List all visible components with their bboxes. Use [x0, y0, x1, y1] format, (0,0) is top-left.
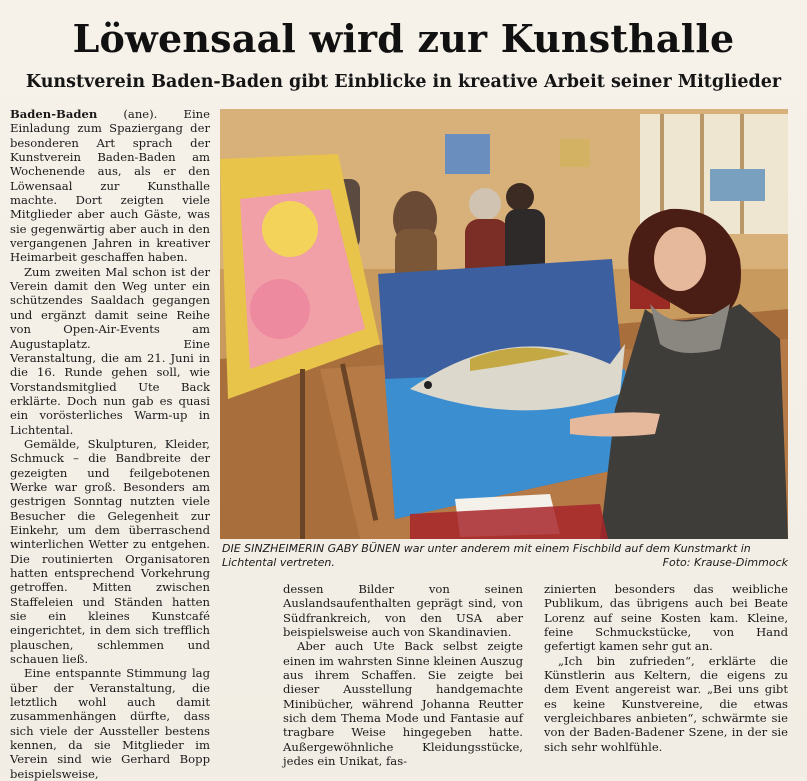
article-paragraph: Aber auch Ute Back selbst zeigte einen im wahrsten Sinne kleinen Auszug aus ihrem Schaffen. Sie zeigte bei dieser Ausstellung handgemachte Minibücher, während Johanna Reutter sich dem Thema Mode und Fantasie auf tragbare Weise hingegeben hatte. Außergewöhnliche Kleidungsstücke, jedes ein Unikat, fas-	[283, 639, 523, 769]
photo-caption: DIE SINZHEIMERIN GABY BÜNEN war unter anderem mit einem Fischbild auf dem Kunstmarkt in Lichtental vertreten.	[222, 542, 751, 569]
article-paragraph: Gemälde, Skulpturen, Kleider, Schmuck – die Bandbreite der gezeigten und feilgebotenen Werke war groß. Besonders am gestrigen Sonntag nutzten viele Besucher die Gelegenheit zur Einkehr, um dem überraschend winterlichen Wetter zu entgehen. Die routinierten Organisatoren hatten entsprechend Vorkehrung getroffen. Mitten zwischen Staffeleien und Ständen hatten sie ein kleines Kunstcafé eingerichtet, in dem sich trefflich plauschen, schlemmen und schauen ließ.	[10, 436, 210, 667]
article-column-2	[283, 582, 523, 768]
article-paragraph: dessen Bilder von seinen Auslandsaufenthalten geprägt sind, von Südfrankreich, von den USA aber beispielsweise auch von Skandinavien.	[283, 582, 523, 640]
headline: Löwensaal wird zur Kunsthalle	[72, 16, 735, 61]
photo-illustration	[220, 109, 788, 539]
article-paragraph: Eine entspannte Stimmung lag über der Veranstaltung, die letztlich wohl auch damit zusammenhängen dürfte, dass sich viele der Aussteller bestens kennen, da sie Mitglieder im Verein sind wie Gerhard Bopp beispielsweise,	[10, 666, 210, 781]
article-paragraph	[10, 107, 210, 265]
article-column-1	[10, 107, 210, 781]
article-paragraph: „Ich bin zufrieden“, erklärte die Künstlerin aus Keltern, die eigens zu dem Event angereist war. „Bei uns gibt es keine Kunstvereine, die etwas vergleichbares anbieten“, schwärmte sie von der Baden-Badener Szene, in der sie sich sehr wohlfühle.	[544, 653, 788, 754]
article-paragraph: zinierten besonders das weibliche Publikum, das übrigens auch bei Beate Lorenz auf seine Kosten kam. Kleine, feine Schmuckstücke, von Hand gefertigt kamen sehr gut an.	[544, 582, 788, 654]
photo-caption-block	[222, 542, 788, 569]
subheadline: Kunstverein Baden-Baden gibt Einblicke in kreative Arbeit seiner Mitglieder	[25, 72, 782, 92]
dateline: Baden-Baden	[10, 107, 98, 121]
article-paragraph: Zum zweiten Mal schon ist der Verein damit den Weg unter ein schützendes Saaldach gegangen und ergänzt damit seine Reihe von Open-Air-Events am Augustaplatz. Eine Veranstaltung, die am 21. Juni in die 16. Runde gehen soll, wie Vorstandsmitglied Ute Back erklärte. Doch nun gab es quasi ein vorösterliches Warm-up in Lichtental.	[10, 264, 210, 437]
paragraph-text: (ane). Eine Einladung zum Spaziergang der besonderen Art sprach der Kunstverein Baden-Baden am Wochenende aus, als er den Löwensaal zur Kunsthalle machte. Dort zeigten viele Mitglieder aber auch Gäste, was sie gegenwärtig aber auch in den vergangenen Jahren in kreativer Heimarbeit geschaffen haben.	[10, 107, 210, 265]
article-photo	[220, 109, 788, 539]
photo-credit: Foto: Krause-Dimmock	[662, 555, 788, 569]
article-column-3	[544, 582, 788, 754]
